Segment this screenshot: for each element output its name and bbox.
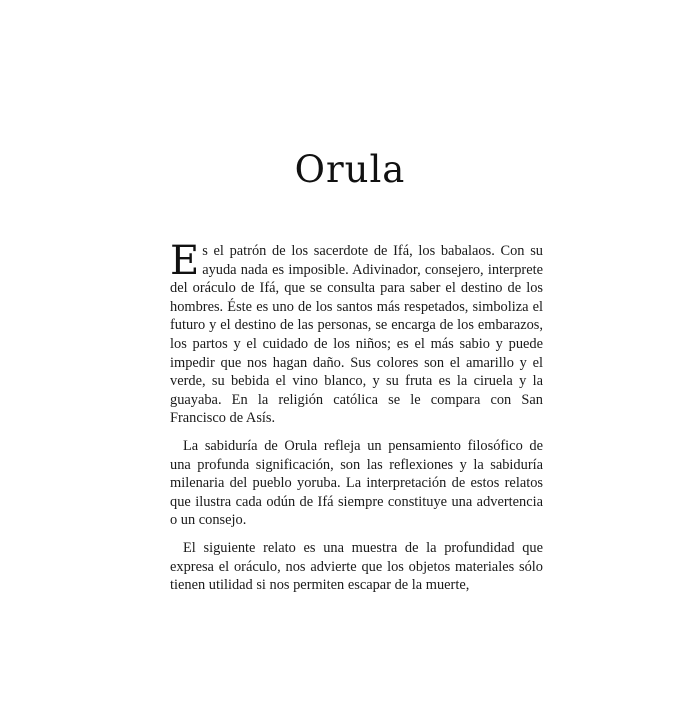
paragraph-intro xyxy=(170,238,543,428)
paragraph-wisdom: La sabiduría de Orula refleja un pensamiento filosófico de una profunda significación, son las reflexiones y la sabiduría milenaria del pueblo yoruba. La interpretación de estos relatos que ilustra cada odún de Ifá siempre constituye una advertencia o un consejo. xyxy=(170,437,543,529)
drop-cap-letter: E xyxy=(170,238,200,284)
paragraph-intro-text: s el patrón de los sacerdote de Ifá, los babalaos. Con su ayuda nada es imposible. Adivinador, consejero, interprete del oráculo de Ifá, que se consulta para saber el destino de los hombres. Éste es uno de los santos más respetados, simboliza el futuro y el destino de las personas, se encarga de los embarazos, los partos y el cuidado de los niños; es el más sabio y puede impedir que nos hagan daño. Sus colores son el amarillo y el verde, su bebida el vino blanco, y su fruta es la ciruela y la guayaba. En la religión católica se le compara con San Francisco de Asís. xyxy=(170,243,543,427)
paragraph-story-intro: El siguiente relato es una muestra de la profundidad que expresa el oráculo, nos advierte que los objetos materiales sólo tienen utilidad si nos permiten escapar de la muerte, xyxy=(170,539,543,594)
chapter-body xyxy=(170,238,543,604)
chapter-title: Orula xyxy=(294,148,406,191)
